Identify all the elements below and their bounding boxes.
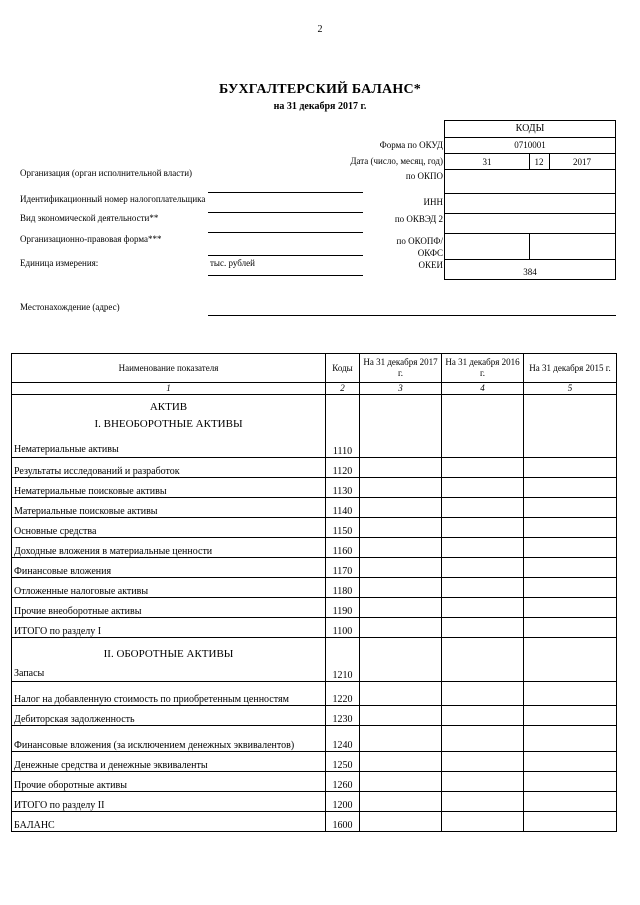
table-row bbox=[12, 518, 617, 538]
value-cell[interactable] bbox=[360, 458, 442, 478]
row-name: Финансовые вложения bbox=[12, 558, 326, 578]
value-cell[interactable] bbox=[360, 558, 442, 578]
row-code: 1190 bbox=[326, 598, 360, 618]
okei-value[interactable]: 384 bbox=[523, 267, 537, 277]
value-cell[interactable] bbox=[442, 538, 524, 558]
section-header-row bbox=[12, 395, 617, 458]
okud-value[interactable]: 0710001 bbox=[514, 140, 546, 150]
col-number: 1 bbox=[12, 383, 326, 395]
value-cell[interactable] bbox=[442, 752, 524, 772]
table-row bbox=[12, 598, 617, 618]
col-number: 3 bbox=[360, 383, 442, 395]
value-cell[interactable] bbox=[360, 395, 442, 458]
row-code: 1120 bbox=[326, 458, 360, 478]
row-code: 1200 bbox=[326, 792, 360, 812]
value-cell[interactable] bbox=[524, 706, 617, 726]
table-row bbox=[12, 498, 617, 518]
value-cell[interactable] bbox=[360, 752, 442, 772]
value-cell[interactable] bbox=[442, 682, 524, 706]
value-cell[interactable] bbox=[524, 598, 617, 618]
table-row bbox=[12, 792, 617, 812]
row-name: БАЛАНС bbox=[12, 812, 326, 832]
okpo-label: по ОКПО bbox=[405, 171, 443, 181]
table-row bbox=[12, 772, 617, 792]
value-cell[interactable] bbox=[524, 518, 617, 538]
section-noncurrent: I. ВНЕОБОРОТНЫЕ АКТИВЫ bbox=[94, 418, 243, 430]
value-cell[interactable] bbox=[442, 726, 524, 752]
table-row bbox=[12, 706, 617, 726]
table-row bbox=[12, 726, 617, 752]
row-name: Нематериальные активы bbox=[14, 444, 119, 455]
header-2017: На 31 декабря 2017 г. bbox=[360, 354, 442, 383]
value-cell[interactable] bbox=[360, 538, 442, 558]
value-cell[interactable] bbox=[360, 706, 442, 726]
col-number: 5 bbox=[524, 383, 617, 395]
row-name: Дебиторская задолженность bbox=[12, 706, 326, 726]
col-number: 4 bbox=[442, 383, 524, 395]
table-row bbox=[12, 752, 617, 772]
row-code: 1240 bbox=[326, 726, 360, 752]
value-cell[interactable] bbox=[360, 598, 442, 618]
row-name: Денежные средства и денежные эквиваленты bbox=[12, 752, 326, 772]
okei-label: ОКЕИ bbox=[418, 260, 443, 270]
address-label: Местонахождение (адрес) bbox=[20, 302, 120, 312]
header-code: Коды bbox=[326, 354, 360, 383]
row-name: Доходные вложения в материальные ценности bbox=[12, 538, 326, 558]
value-cell[interactable] bbox=[442, 518, 524, 538]
value-cell[interactable] bbox=[524, 726, 617, 752]
value-cell[interactable] bbox=[442, 578, 524, 598]
value-cell[interactable] bbox=[524, 395, 617, 458]
row-name: Налог на добавленную стоимость по приобретенным ценностям bbox=[12, 682, 326, 706]
activity-field[interactable] bbox=[208, 232, 363, 233]
inn-field[interactable] bbox=[208, 212, 363, 213]
table-row bbox=[12, 478, 617, 498]
inn-label: Идентификационный номер налогоплательщика bbox=[20, 194, 206, 204]
row-code: 1110 bbox=[326, 395, 360, 458]
date-label: Дата (число, месяц, год) bbox=[350, 156, 443, 166]
value-cell[interactable] bbox=[442, 706, 524, 726]
value-cell[interactable] bbox=[442, 638, 524, 682]
table-row bbox=[12, 618, 617, 638]
row-name: Прочие внеоборотные активы bbox=[12, 598, 326, 618]
row-name: Запасы bbox=[14, 668, 45, 679]
row-code: 1130 bbox=[326, 478, 360, 498]
value-cell[interactable] bbox=[360, 518, 442, 538]
unit-field bbox=[208, 275, 363, 276]
organization-label: Организация (орган исполнительной власти) bbox=[20, 168, 193, 178]
value-cell[interactable] bbox=[524, 558, 617, 578]
value-cell[interactable] bbox=[442, 395, 524, 458]
row-code: 1160 bbox=[326, 538, 360, 558]
value-cell[interactable] bbox=[442, 558, 524, 578]
value-cell[interactable] bbox=[524, 682, 617, 706]
value-cell[interactable] bbox=[524, 478, 617, 498]
row-code: 1100 bbox=[326, 618, 360, 638]
legal-form-label: Организационно-правовая форма*** bbox=[20, 234, 162, 244]
header-2015: На 31 декабря 2015 г. bbox=[524, 354, 617, 383]
value-cell[interactable] bbox=[442, 478, 524, 498]
value-cell[interactable] bbox=[524, 458, 617, 478]
balance-table bbox=[11, 353, 617, 832]
value-cell[interactable] bbox=[524, 618, 617, 638]
row-code: 1260 bbox=[326, 772, 360, 792]
row-code: 1250 bbox=[326, 752, 360, 772]
okfs-label: ОКФС bbox=[417, 248, 443, 258]
row-code: 1170 bbox=[326, 558, 360, 578]
value-cell[interactable] bbox=[360, 578, 442, 598]
row-name: ИТОГО по разделу I bbox=[12, 618, 326, 638]
table-row bbox=[12, 538, 617, 558]
value-cell[interactable] bbox=[524, 638, 617, 682]
row-code: 1140 bbox=[326, 498, 360, 518]
date-year[interactable]: 2017 bbox=[573, 157, 591, 167]
header-name: Наименование показателя bbox=[12, 354, 326, 383]
date-day[interactable]: 31 bbox=[482, 157, 492, 167]
row-code: 1600 bbox=[326, 812, 360, 832]
value-cell[interactable] bbox=[360, 478, 442, 498]
legal-form-field[interactable] bbox=[208, 255, 363, 256]
row-name: Финансовые вложения (за исключением денежных эквивалентов) bbox=[12, 726, 326, 752]
value-cell[interactable] bbox=[524, 538, 617, 558]
row-name: Результаты исследований и разработок bbox=[12, 458, 326, 478]
header-2016: На 31 декабря 2016 г. bbox=[442, 354, 524, 383]
section-current: II. ОБОРОТНЫЕ АКТИВЫ bbox=[103, 648, 234, 660]
row-name: Основные средства bbox=[12, 518, 326, 538]
row-code: 1210 bbox=[326, 638, 360, 682]
value-cell[interactable] bbox=[524, 752, 617, 772]
section-header-row bbox=[12, 638, 617, 682]
row-name: Материальные поисковые активы bbox=[12, 498, 326, 518]
value-cell[interactable] bbox=[360, 772, 442, 792]
unit-label: Единица измерения: bbox=[20, 258, 99, 268]
activity-label: Вид экономической деятельности** bbox=[20, 213, 159, 223]
row-name: Отложенные налоговые активы bbox=[12, 578, 326, 598]
unit-value: тыс. рублей bbox=[210, 258, 255, 268]
value-cell[interactable] bbox=[360, 812, 442, 832]
row-code: 1180 bbox=[326, 578, 360, 598]
document-date: на 31 декабря 2017 г. bbox=[273, 101, 367, 112]
value-cell[interactable] bbox=[524, 498, 617, 518]
okopf-label: по ОКОПФ/ bbox=[396, 236, 443, 246]
value-cell[interactable] bbox=[524, 792, 617, 812]
value-cell[interactable] bbox=[442, 772, 524, 792]
row-code: 1150 bbox=[326, 518, 360, 538]
value-cell[interactable] bbox=[524, 812, 617, 832]
value-cell[interactable] bbox=[524, 772, 617, 792]
organization-field[interactable] bbox=[208, 192, 363, 193]
value-cell[interactable] bbox=[442, 618, 524, 638]
value-cell[interactable] bbox=[360, 638, 442, 682]
document-title: БУХГАЛТЕРСКИЙ БАЛАНС* bbox=[219, 82, 421, 97]
table-row bbox=[12, 682, 617, 706]
row-code: 1230 bbox=[326, 706, 360, 726]
value-cell[interactable] bbox=[360, 726, 442, 752]
date-month[interactable]: 12 bbox=[534, 157, 544, 167]
codes-box bbox=[444, 120, 616, 280]
row-name: Нематериальные поисковые активы bbox=[12, 478, 326, 498]
table-row bbox=[12, 458, 617, 478]
value-cell[interactable] bbox=[360, 618, 442, 638]
page-number: 2 bbox=[317, 24, 323, 35]
table-row bbox=[12, 578, 617, 598]
value-cell[interactable] bbox=[360, 682, 442, 706]
okved-label: по ОКВЭД 2 bbox=[394, 214, 443, 224]
table-row bbox=[12, 812, 617, 832]
address-field[interactable] bbox=[208, 315, 616, 316]
value-cell[interactable] bbox=[442, 812, 524, 832]
inn-code-label: ИНН bbox=[423, 197, 443, 207]
row-code: 1220 bbox=[326, 682, 360, 706]
row-name: ИТОГО по разделу II bbox=[12, 792, 326, 812]
row-name: Прочие оборотные активы bbox=[12, 772, 326, 792]
value-cell[interactable] bbox=[524, 578, 617, 598]
value-cell[interactable] bbox=[442, 458, 524, 478]
section-assets: АКТИВ bbox=[149, 401, 188, 413]
value-cell[interactable] bbox=[360, 498, 442, 518]
value-cell[interactable] bbox=[442, 792, 524, 812]
table-row bbox=[12, 558, 617, 578]
value-cell[interactable] bbox=[442, 598, 524, 618]
okud-label: Форма по ОКУД bbox=[379, 140, 443, 150]
value-cell[interactable] bbox=[360, 792, 442, 812]
value-cell[interactable] bbox=[442, 498, 524, 518]
codes-header: КОДЫ bbox=[515, 123, 545, 134]
col-number: 2 bbox=[326, 383, 360, 395]
